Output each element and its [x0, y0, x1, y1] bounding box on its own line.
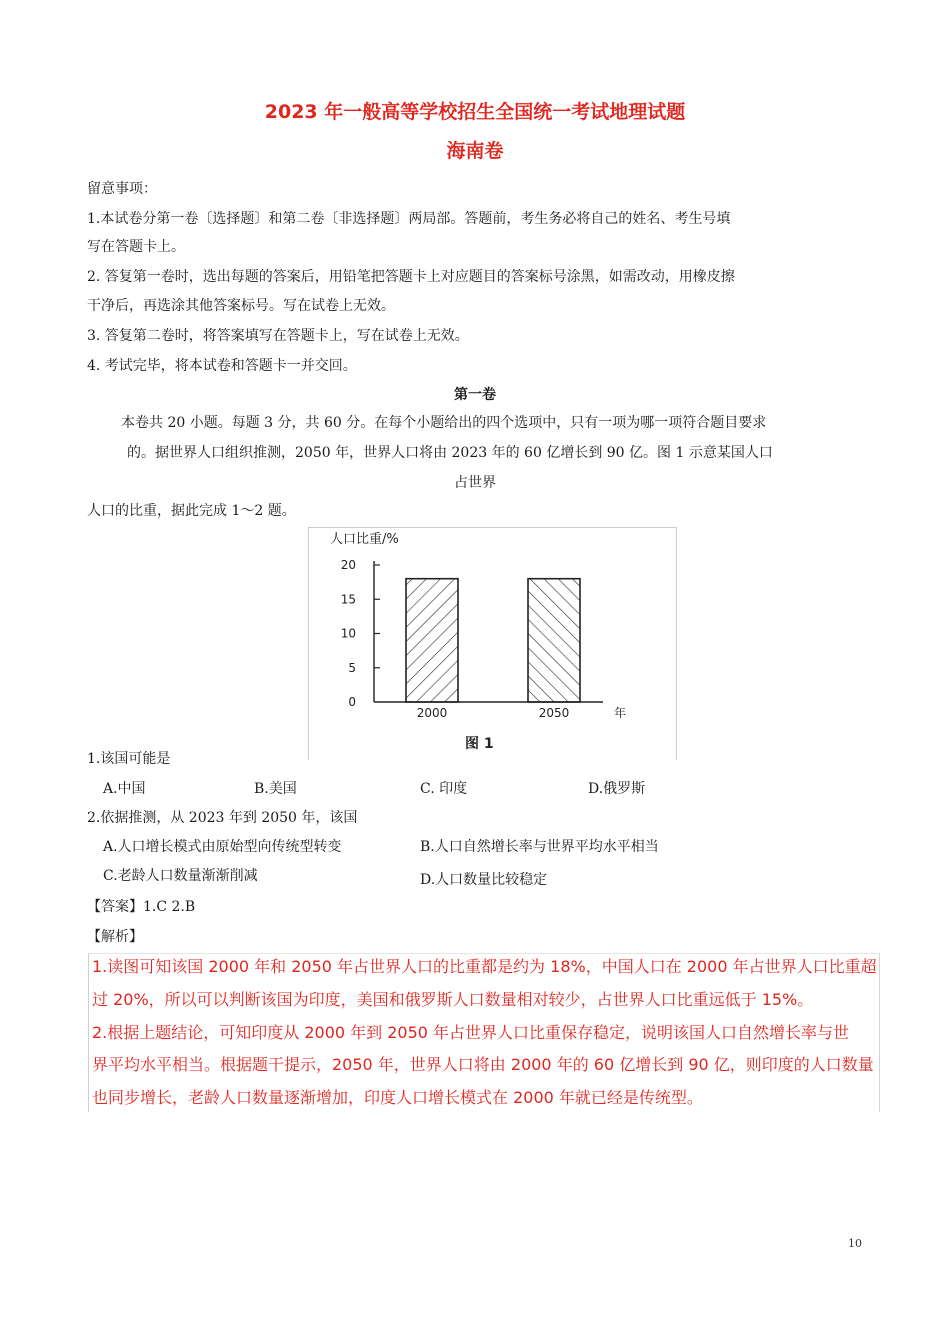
analysis-line: 过 20%，所以可以判断该国为印度，美国和俄罗斯人口数量相对较少，占世界人口比重远低于 15%。 [92, 990, 814, 1009]
x-axis-label: 年 [614, 706, 627, 720]
section-intro: 本卷共 20 小题。每题 3 分，共 60 分。在每个小题给出的四个选项中，只有一项为哪一项符合题目要求 [121, 415, 767, 431]
bar-2000 [406, 579, 458, 702]
analysis-line: 2.根据上题结论，可知印度从 2000 年到 2050 年占世界人口比重保存稳定，说明该国人口自然增长率与世 [92, 1023, 850, 1042]
analysis-line: 1.读图可知该国 2000 年和 2050 年占世界人口的比重都是约为 18%，中国人口在 2000 年占世界人口比重超 [92, 957, 877, 976]
y-tick-label: 5 [348, 660, 356, 675]
analysis-label: 【解析】 [87, 929, 143, 945]
option-a: A.中国 [103, 781, 146, 797]
y-tick-label: 20 [340, 558, 356, 572]
x-tick-label: 2050 [538, 706, 570, 720]
option-b: B.美国 [254, 781, 297, 797]
option-d: D.人口数量比较稳定 [420, 872, 548, 888]
section-intro: 人口的比重，据此完成 1～2 题。 [87, 503, 296, 519]
notice-line: 2. 答复第一卷时，选出每题的答案后，用铅笔把答题卡上对应题目的答案标号涂黑，如需改动，用橡皮擦 [87, 269, 735, 285]
population-share-chart [308, 527, 676, 759]
notice-line: 写在答题卡上。 [87, 239, 185, 255]
option-d: D.俄罗斯 [588, 781, 646, 797]
option-a: A.人口增长模式由原始型向传统型转变 [103, 839, 342, 855]
figure-caption: 图 1 [465, 736, 494, 752]
section-intro: 占世界 [454, 475, 496, 491]
bar-2050 [528, 579, 580, 702]
page-number: 10 [848, 1237, 862, 1250]
notice-line: 3. 答复第二卷时，将答案填写在答题卡上，写在试卷上无效。 [87, 328, 469, 344]
question-stem: 1.该国可能是 [87, 751, 171, 767]
document-title: 2023 年一般高等学校招生全国统一考试地理试题 [264, 101, 686, 123]
answer-label: 【答案】1.C 2.B [87, 899, 196, 915]
notice-line: 1.本试卷分第一卷〔选择题〕和第二卷〔非选择题〕两局部。答题前，考生务必将自己的姓名、考生号填 [87, 211, 731, 227]
question-stem: 2.依据推测，从 2023 年到 2050 年，该国 [87, 810, 358, 826]
option-b: B.人口自然增长率与世界平均水平相当 [420, 839, 659, 855]
analysis-line: 界平均水平相当。根据题干提示，2050 年，世界人口将由 2000 年的 60 亿增长到 90 亿，则印度的人口数量 [92, 1055, 874, 1074]
y-tick-label: 0 [348, 695, 356, 709]
option-c: C. 印度 [420, 781, 468, 797]
y-tick-label: 15 [340, 592, 356, 607]
notice-line: 4. 考试完毕，将本试卷和答题卡一并交回。 [87, 358, 357, 374]
section-intro: 的。据世界人口组织推测，2050 年，世界人口将由 2023 年的 60 亿增长到 90 亿。图 1 示意某国人口 [127, 445, 773, 461]
analysis-line: 也同步增长，老龄人口数量逐渐增加，印度人口增长模式在 2000 年就已经是传统型。 [92, 1088, 703, 1107]
notice-heading: 留意事项： [87, 181, 157, 197]
y-axis-label: 人口比重/% [330, 532, 399, 547]
x-tick-label: 2000 [416, 706, 448, 720]
option-c: C.老龄人口数量渐渐削减 [103, 868, 258, 884]
y-tick-label: 10 [340, 626, 356, 641]
notice-line: 干净后，再选涂其他答案标号。写在试卷上无效。 [87, 298, 395, 314]
document-subtitle: 海南卷 [446, 140, 504, 162]
section-title: 第一卷 [454, 387, 496, 403]
